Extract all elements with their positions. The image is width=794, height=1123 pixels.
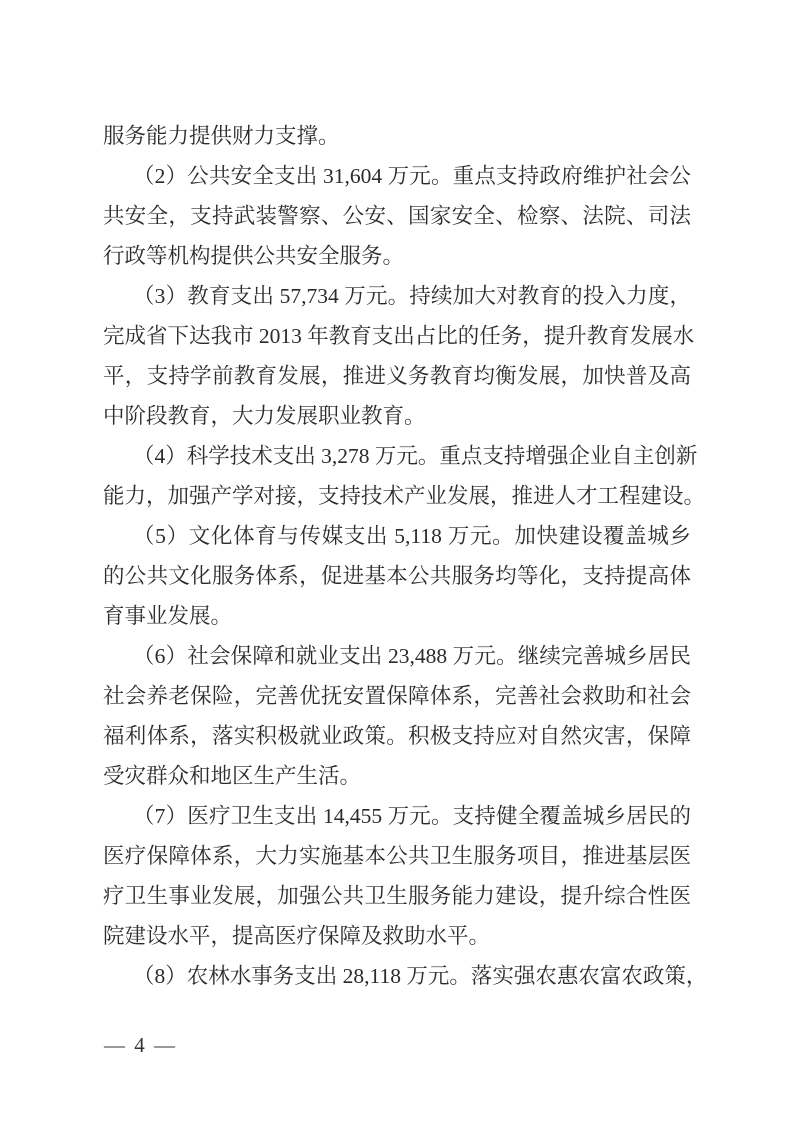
- text-line: （5）文化体育与传媒支出 5,118 万元。加快建设覆盖城乡: [133, 524, 691, 548]
- paragraph: [103, 116, 691, 156]
- text-line: 疗卫生事业发展，加强公共卫生服务能力建设，提升综合性医: [103, 884, 691, 908]
- text-line: 共安全，支持武装警察、公安、国家安全、检察、法院、司法: [103, 204, 691, 228]
- text-line: （2）公共安全支出 31,604 万元。重点支持政府维护社会公: [133, 164, 691, 188]
- page-number: — 4 —: [104, 1033, 177, 1057]
- paragraph: [103, 436, 706, 516]
- paragraph: [103, 516, 691, 636]
- paragraph: [103, 956, 708, 996]
- text-line: 受灾群众和地区生产生活。: [103, 764, 362, 788]
- text-line: 的公共文化服务体系，促进基本公共服务均等化，支持提高体: [103, 564, 691, 588]
- text-line: 行政等机构提供公共安全服务。: [103, 244, 405, 268]
- text-line: （6）社会保障和就业支出 23,488 万元。继续完善城乡居民: [133, 644, 691, 668]
- text-line: （3）教育支出 57,734 万元。持续加大对教育的投入力度，: [133, 284, 691, 308]
- text-line: 福利体系，落实积极就业政策。积极支持应对自然灾害，保障: [103, 724, 691, 748]
- paragraph: [103, 156, 691, 276]
- text-line: 医疗保障体系，大力实施基本公共卫生服务项目，推进基层医: [103, 844, 691, 868]
- text-line: 平，支持学前教育发展，推进义务教育均衡发展，加快普及高: [103, 364, 691, 388]
- text-line: 中阶段教育，大力发展职业教育。: [103, 404, 426, 428]
- document-body: [103, 116, 708, 996]
- text-line: 服务能力提供财力支撑。: [103, 124, 340, 148]
- text-line: （8）农林水事务支出 28,118 万元。落实强农惠农富农政策，: [133, 964, 708, 988]
- text-line: （4）科学技术支出 3,278 万元。重点支持增强企业自主创新: [133, 444, 698, 468]
- text-line: 能力，加强产学对接，支持技术产业发展，推进人才工程建设。: [103, 484, 706, 508]
- paragraph: [103, 276, 695, 436]
- text-line: （7）医疗卫生支出 14,455 万元。支持健全覆盖城乡居民的: [133, 804, 691, 828]
- text-line: 育事业发展。: [103, 604, 233, 628]
- paragraph: [103, 636, 691, 796]
- text-line: 院建设水平，提高医疗保障及救助水平。: [103, 924, 491, 948]
- paragraph: [103, 796, 691, 956]
- text-line: 社会养老保险，完善优抚安置保障体系，完善社会救助和社会: [103, 684, 691, 708]
- text-line: 完成省下达我市 2013 年教育支出占比的任务，提升教育发展水: [103, 324, 695, 348]
